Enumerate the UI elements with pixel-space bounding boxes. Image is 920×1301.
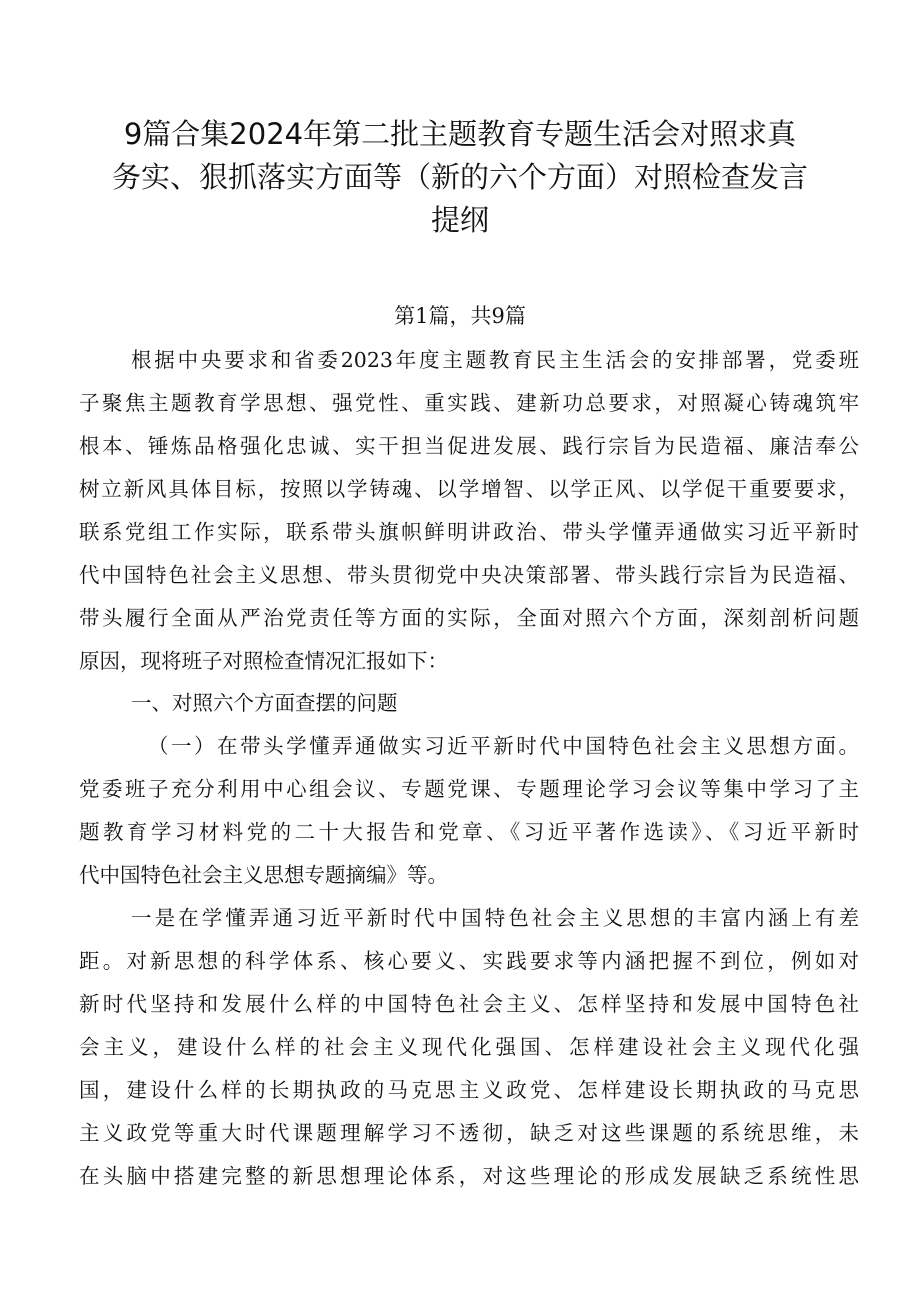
document-title	[100, 113, 820, 242]
body-line: 一是在学懂弄通习近平新时代中国特色社会主义思想的丰富内涵上有差	[131, 906, 859, 930]
body-line: 代中国特色社会主义思想、带头贯彻党中央决策部署、带头践行宗旨为民造福、	[79, 563, 859, 587]
body-line: 国，建设什么样的长期执政的马克思主义政党、怎样建设长期执政的马克思	[79, 1078, 859, 1102]
body-line: 树立新风具体目标，按照以学铸魂、以学增智、以学正风、以学促干重要要求，	[79, 477, 859, 501]
body-line: 在头脑中搭建完整的新思想理论体系，对这些理论的形成发展缺乏系统性思	[79, 1164, 859, 1188]
body-line: 根据中央要求和省委2023年度主题教育民主生活会的安排部署，党委班	[131, 348, 859, 372]
subsection-heading: （一）在带头学懂弄通做实习近平新时代中国特色社会主义思想方面。	[148, 734, 859, 758]
body-line: 新时代坚持和发展什么样的中国特色社会主义、怎样坚持和发展中国特色社	[79, 992, 859, 1016]
body-line: 党委班子充分利用中心组会议、专题党课、专题理论学习会议等集中学习了主	[79, 777, 859, 801]
body-line: 联系党组工作实际，联系带头旗帜鲜明讲政治、带头学懂弄通做实习近平新时	[79, 520, 859, 544]
title-line: 务实、狠抓落实方面等（新的六个方面）对照检查发言	[111, 160, 808, 194]
title-line: 9篇合集2024年第二批主题教育专题生活会对照求真	[123, 117, 797, 151]
title-line: 提纲	[430, 203, 489, 237]
body-line: 主义政党等重大时代课题理解学习不透彻，缺乏对这些课题的系统思维，未	[79, 1121, 859, 1145]
body-line: 代中国特色社会主义思想专题摘编》等。	[79, 863, 448, 887]
body-line: 会主义，建设什么样的社会主义现代化强国、怎样建设社会主义现代化强	[79, 1035, 859, 1059]
body-line: 子聚焦主题教育学思想、强党性、重实践、建新功总要求，对照凝心铸魂筑牢	[79, 391, 859, 415]
body-line: 原因，现将班子对照检查情况汇报如下：	[79, 649, 448, 673]
part-indicator: 第1篇，共9篇	[394, 304, 526, 328]
body-line: 根本、锤炼品格强化忠诚、实干担当促进发展、践行宗旨为民造福、廉洁奉公	[79, 434, 859, 458]
body-line: 距。对新思想的科学体系、核心要义、实践要求等内涵把握不到位，例如对	[79, 949, 859, 973]
section-heading: 一、对照六个方面查摆的问题	[131, 691, 398, 715]
body-line: 带头履行全面从严治党责任等方面的实际，全面对照六个方面，深刻剖析问题	[79, 606, 859, 630]
body-line: 题教育学习材料党的二十大报告和党章、《习近平著作选读》、《习近平新时	[79, 820, 859, 844]
